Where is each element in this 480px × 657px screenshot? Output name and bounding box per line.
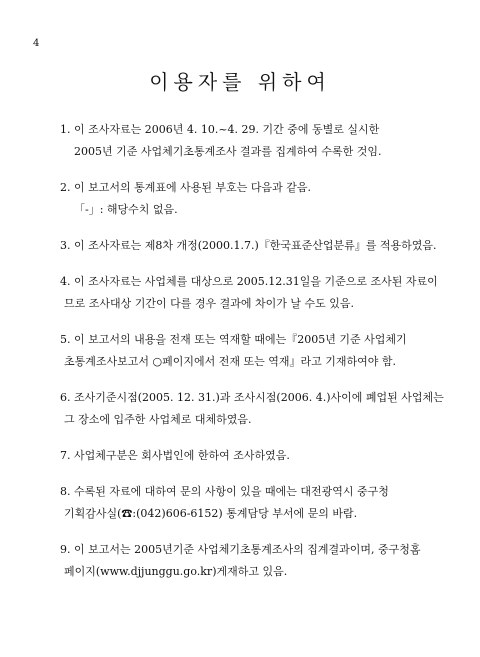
note-line: 3. 이 조사자료는 제8차 개정(2000.1.7.)『한국표준산업분류』를 적용하였음.	[60, 239, 437, 252]
note-line: 6. 조사기준시점(2005. 12. 31.)과 조사시점(2006. 4.)사이에 폐업된 사업체는	[60, 391, 444, 404]
note-line: 7. 사업체구분은 회사법인에 한하여 조사하였음.	[60, 449, 290, 462]
note-line: 므로 조사대상 기간이 다를 경우 결과에 차이가 날 수도 있음.	[64, 297, 354, 310]
note-line: 1. 이 조사자료는 2006년 4. 10.~4. 29. 기간 중에 동별로 실시한	[60, 123, 380, 136]
note-line: 그 장소에 입주한 사업체로 대체하였음.	[64, 413, 252, 426]
note-item-4	[60, 271, 450, 315]
note-line: 5. 이 보고서의 내용을 전재 또는 역재할 때에는『2005년 기준 사업체기	[60, 333, 407, 346]
note-item-2	[60, 177, 450, 221]
note-line: 「-」: 해당수치 없음.	[74, 203, 178, 216]
note-line: 초통계조사보고서 ○페이지에서 전재 또는 역재』라고 기재하여야 함.	[64, 355, 396, 368]
page-number: 4	[33, 38, 40, 49]
note-line: 기획감사실(☎:(042)606-6152) 통계담당 부서에 문의 바람.	[64, 507, 358, 520]
note-line: 8. 수록된 자료에 대하여 문의 사항이 있을 때에는 대전광역시 중구청	[60, 485, 389, 498]
note-item-8	[60, 481, 450, 525]
note-item-3	[60, 235, 450, 257]
note-item-7	[60, 445, 450, 467]
note-line: 2. 이 보고서의 통계표에 사용된 부호는 다음과 같음.	[60, 181, 311, 194]
notes-list	[60, 119, 450, 597]
page-title: 이용자를 위하여	[149, 70, 331, 94]
note-line: 4. 이 조사자료는 사업체를 대상으로 2005.12.31일을 기준으로 조사된 자료이	[60, 275, 438, 288]
note-item-9	[60, 539, 450, 583]
note-line: 9. 이 보고서는 2005년기준 사업체기초통계조사의 집계결과이며, 중구청홈	[60, 543, 421, 556]
note-item-6	[60, 387, 450, 431]
note-item-5	[60, 329, 450, 373]
note-line: 2005년 기준 사업체기초통계조사 결과를 집계하여 수록한 것임.	[74, 145, 382, 158]
note-item-1	[60, 119, 450, 163]
note-line: 페이지(www.djjunggu.go.kr)게재하고 있음.	[64, 565, 288, 578]
